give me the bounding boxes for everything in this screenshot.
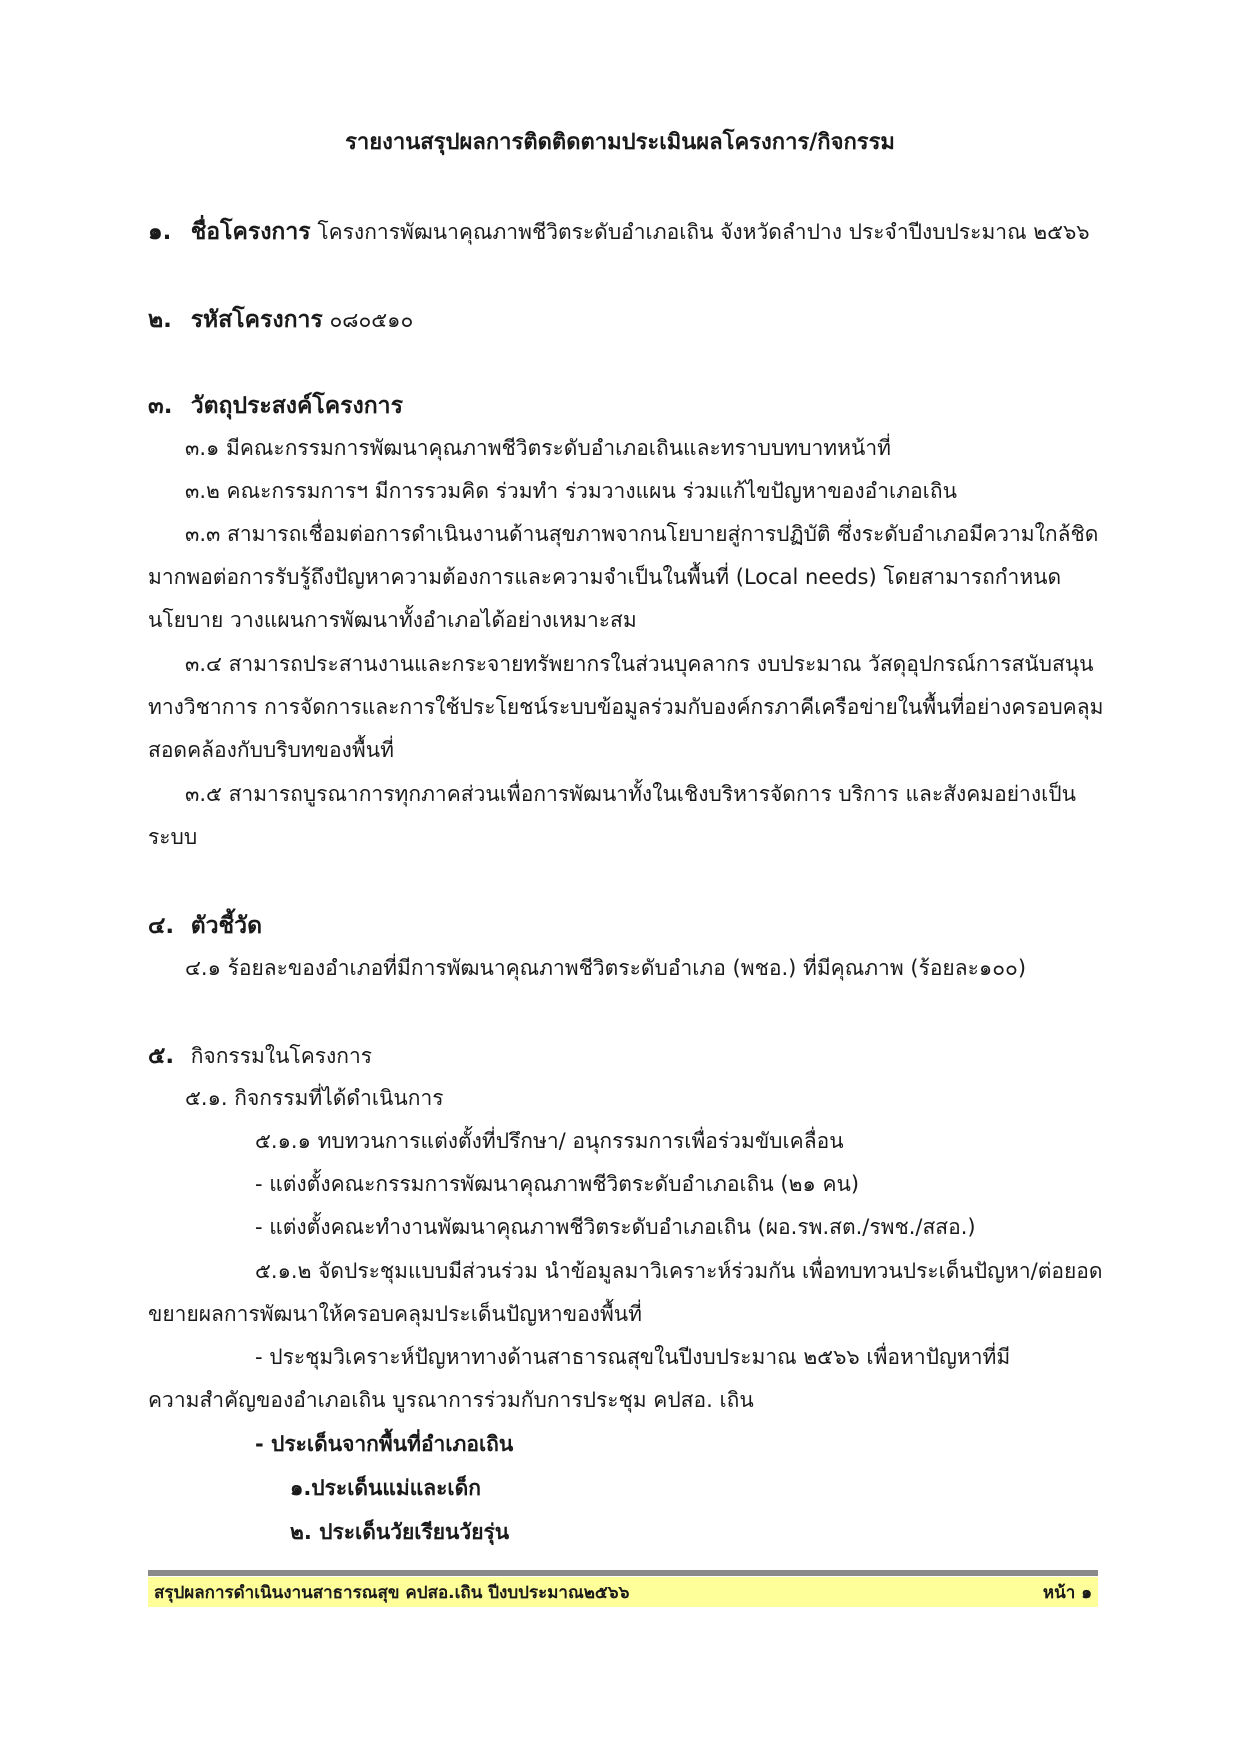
activity-5-1: ๕.๑. กิจกรรมที่ได้ดำเนินการ — [185, 1086, 444, 1110]
section-2-text: ๐๘๐๕๑๐ — [329, 308, 414, 332]
section-2-number: ๒. — [148, 307, 172, 333]
objective-3-4-line3: สอดคล้องกับบริบทของพื้นที่ — [148, 738, 394, 762]
activity-5-1-2-line2: ขยายผลการพัฒนาให้ครอบคลุมประเด็นปัญหาของพื้นที่ — [148, 1302, 642, 1326]
section-1-text: โครงการพัฒนาคุณภาพชีวิตระดับอำเภอเถิน จังหวัดลำปาง ประจำปีงบประมาณ ๒๕๖๖ — [317, 220, 1090, 244]
page-title: รายงานสรุปผลการติดติดตามประเมินผลโครงการ/กิจกรรม — [345, 130, 895, 155]
page-number: หน้า ๑ — [1042, 1582, 1092, 1603]
activity-5-1-2-item1-line1: - ประชุมวิเคราะห์ปัญหาทางด้านสาธารณสุขในปีงบประมาณ ๒๕๖๖ เพื่อหาปัญหาที่มี — [255, 1345, 1011, 1369]
footer-left-text: สรุปผลการดำเนินงานสาธารณสุข คปสอ.เถิน ปีงบประมาณ๒๕๖๖ — [154, 1582, 630, 1603]
issue-school-teen: ๒. ประเด็นวัยเรียนวัยรุ่น — [290, 1520, 510, 1544]
section-3-label: วัตถุประสงค์โครงการ — [190, 393, 403, 419]
section-2-project-code — [148, 302, 413, 338]
section-4-label: ตัวชี้วัด — [190, 913, 263, 939]
activity-5-1-1-item2: - แต่งตั้งคณะทำงานพัฒนาคุณภาพชีวิตระดับอำเภอเถิน (ผอ.รพ.สต./รพช./สสอ.) — [255, 1215, 976, 1239]
section-5-heading — [148, 1038, 372, 1074]
footer-divider — [148, 1570, 1098, 1576]
section-4-heading — [148, 908, 262, 944]
area-issues-heading: - ประเด็นจากพื้นที่อำเภอเถิน — [255, 1432, 514, 1456]
objective-3-4-line1: ๓.๔ สามารถประสานงานและกระจายทรัพยากรในส่วนบุคลากร งบประมาณ วัสดุอุปกรณ์การสนับสนุน — [185, 652, 1094, 676]
activity-5-1-1-item1: - แต่งตั้งคณะกรรมการพัฒนาคุณภาพชีวิตระดับอำเภอเถิน (๒๑ คน) — [255, 1172, 860, 1196]
section-1-number: ๑. — [148, 219, 172, 245]
section-5-number: ๕. — [148, 1043, 175, 1069]
objective-3-1: ๓.๑ มีคณะกรรมการพัฒนาคุณภาพชีวิตระดับอำเภอเถินและทราบบทบาทหน้าที่ — [185, 436, 891, 460]
section-3-number: ๓. — [148, 393, 173, 419]
page-footer — [148, 1577, 1098, 1607]
activity-5-1-2-line1: ๕.๑.๒ จัดประชุมแบบมีส่วนร่วม นำข้อมูลมาวิเคราะห์ร่วมกัน เพื่อทบทวนประเด็นปัญหา/ต่อยอด — [255, 1259, 1103, 1283]
objective-3-5-line2: ระบบ — [148, 825, 198, 849]
objective-3-3-line1: ๓.๓ สามารถเชื่อมต่อการดำเนินงานด้านสุขภาพจากนโยบายสู่การปฏิบัติ ซึ่งระดับอำเภอมีความใกล้ชิด — [185, 522, 1099, 546]
objective-3-5-line1: ๓.๕ สามารถบูรณาการทุกภาคส่วนเพื่อการพัฒนาทั้งในเชิงบริหารจัดการ บริการ และสังคมอย่างเป็น — [185, 782, 1076, 806]
indicator-4-1: ๔.๑ ร้อยละของอำเภอที่มีการพัฒนาคุณภาพชีวิตระดับอำเภอ (พชอ.) ที่มีคุณภาพ (ร้อยละ๑๐๐) — [185, 956, 1027, 980]
objective-3-4-line2: ทางวิชาการ การจัดการและการใช้ประโยชน์ระบบข้อมูลร่วมกับองค์กรภาคีเครือข่ายในพื้นที่อย่างครอบคลุม — [148, 695, 1104, 719]
activity-5-1-1: ๕.๑.๑ ทบทวนการแต่งตั้งที่ปรึกษา/ อนุกรรมการเพื่อร่วมขับเคลื่อน — [255, 1129, 844, 1153]
section-2-label: รหัสโครงการ — [190, 307, 323, 333]
objective-3-2: ๓.๒ คณะกรรมการฯ มีการรวมคิด ร่วมทำ ร่วมวางแผน ร่วมแก้ไขปัญหาของอำเภอเถิน — [185, 479, 957, 503]
objective-3-3-line2: มากพอต่อการรับรู้ถึงปัญหาความต้องการและความจำเป็นในพื้นที่ (Local needs) โดยสามารถกำหนด — [148, 565, 1062, 589]
section-1-label: ชื่อโครงการ — [190, 219, 311, 245]
section-3-heading — [148, 388, 403, 424]
activity-5-1-2-item1-line2: ความสำคัญของอำเภอเถิน บูรณาการร่วมกับการประชุม คปสอ. เถิน — [148, 1388, 754, 1412]
section-1-project-name — [148, 214, 1090, 250]
issue-mother-child: ๑.ประเด็นแม่และเด็ก — [290, 1476, 481, 1500]
objective-3-3-line3: นโยบาย วางแผนการพัฒนาทั้งอำเภอได้อย่างเหมาะสม — [148, 608, 637, 632]
section-5-label: กิจกรรมในโครงการ — [190, 1044, 373, 1068]
section-4-number: ๔. — [148, 913, 175, 939]
